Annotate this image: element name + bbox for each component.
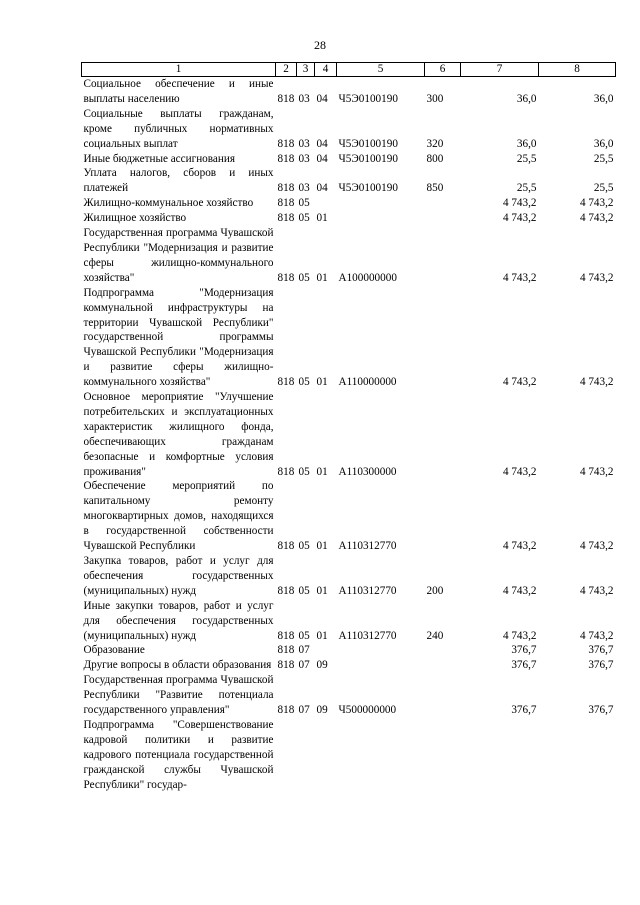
table-row — [82, 166, 616, 196]
table-row — [82, 658, 616, 673]
table-row — [82, 390, 616, 479]
table-row — [82, 554, 616, 599]
row-name-cell: Государственная программа Чувашской Республики "Модернизация и развитие сферы жилищно-коммунального хозяйства" — [83, 227, 274, 284]
row-gr-cell: 818 — [277, 92, 295, 105]
row-value-2-cell: 4 743,2 — [579, 376, 614, 389]
row-vr-cell: 320 — [426, 137, 444, 150]
row-pr-cell: 01 — [316, 212, 328, 225]
row-name-cell: Социальное обеспечение и иные выплаты населению — [83, 78, 274, 105]
row-name-cell: Жилищное хозяйство — [83, 212, 187, 225]
row-value-1-cell — [461, 718, 539, 793]
row-value-1-cell: 376,7 — [511, 659, 537, 672]
row-pr-cell: 01 — [316, 465, 328, 478]
row-pr-cell: 04 — [316, 182, 328, 195]
row-value-2-cell: 376,7 — [588, 644, 614, 657]
row-value-2-cell: 4 743,2 — [579, 212, 614, 225]
table-row — [82, 673, 616, 718]
row-value-2-cell: 25,5 — [593, 182, 614, 195]
row-name-cell: Иные закупки товаров, работ и услуг для обеспечения государственных (муниципальных) нужд — [83, 599, 274, 642]
header-col-5: 5 — [337, 63, 425, 77]
row-name-cell: Уплата налогов, сборов и иных платежей — [83, 167, 274, 195]
row-vr-cell — [425, 196, 461, 211]
row-gr-cell: 818 — [277, 704, 295, 717]
row-name-cell: Социальные выплаты гражданам, кроме публичных нормативных социальных выплат — [83, 107, 274, 150]
row-value-1-cell: 25,5 — [516, 182, 537, 195]
row-csr-cell: Ч5Э0100190 — [338, 137, 398, 150]
row-name-cell: Подпрограмма "Модернизация коммунальной инфраструктуры на территории Чувашской Республики" государственной программы Чувашской Республики "Модернизация и развитие сферы жилищно-коммунального хозяйства" — [83, 286, 274, 389]
row-value-2-cell: 4 743,2 — [579, 197, 614, 210]
table-row — [82, 286, 616, 390]
row-rz-cell: 03 — [298, 152, 310, 165]
row-rz-cell: 05 — [298, 465, 310, 478]
row-value-1-cell: 4 743,2 — [502, 197, 537, 210]
table-row — [82, 643, 616, 658]
row-csr-cell: Ч5Э0100190 — [338, 182, 398, 195]
table-row — [82, 599, 616, 644]
row-gr-cell: 818 — [277, 540, 295, 553]
row-name-cell: Другие вопросы в области образования — [83, 659, 272, 672]
row-name-cell: Иные бюджетные ассигнования — [83, 152, 235, 165]
row-gr-cell: 818 — [277, 271, 295, 284]
row-gr-cell: 818 — [277, 376, 295, 389]
row-csr-cell — [337, 718, 425, 793]
row-name-cell: Образование — [83, 644, 145, 657]
row-pr-cell: 04 — [316, 137, 328, 150]
table-row — [82, 718, 616, 793]
row-value-1-cell: 4 743,2 — [502, 629, 537, 642]
row-gr-cell: 818 — [277, 197, 295, 210]
row-csr-cell — [337, 658, 425, 673]
row-rz-cell: 05 — [298, 212, 310, 225]
row-vr-cell: 800 — [426, 152, 444, 165]
row-gr-cell: 818 — [277, 644, 295, 657]
row-rz-cell: 05 — [298, 376, 310, 389]
header-col-8: 8 — [539, 63, 616, 77]
row-rz-cell: 03 — [298, 182, 310, 195]
row-pr-cell — [315, 643, 337, 658]
row-value-1-cell: 4 743,2 — [502, 540, 537, 553]
row-pr-cell: 01 — [316, 629, 328, 642]
row-value-1-cell: 4 743,2 — [502, 584, 537, 597]
row-value-1-cell: 4 743,2 — [502, 465, 537, 478]
row-pr-cell: 04 — [316, 152, 328, 165]
header-col-7: 7 — [461, 63, 539, 77]
row-csr-cell: А110312770 — [338, 629, 397, 642]
row-name-cell: Подпрограмма "Совершенствование кадровой политики и развитие кадрового потенциала государственной гражданской службы Чувашской Республики" государ- — [83, 718, 274, 791]
row-csr-cell: Ч5Э0100190 — [338, 152, 398, 165]
header-row — [82, 63, 616, 77]
row-rz-cell: 05 — [298, 540, 310, 553]
row-pr-cell: 09 — [316, 659, 328, 672]
row-pr-cell: 04 — [316, 92, 328, 105]
row-vr-cell — [425, 479, 461, 554]
header-col-1: 1 — [82, 63, 276, 77]
row-vr-cell: 240 — [426, 629, 444, 642]
row-value-1-cell: 4 743,2 — [502, 212, 537, 225]
table-row — [82, 107, 616, 152]
row-gr-cell: 818 — [277, 659, 295, 672]
row-csr-cell: А110312770 — [338, 540, 397, 553]
row-value-2-cell: 4 743,2 — [579, 540, 614, 553]
row-pr-cell: 01 — [316, 540, 328, 553]
row-value-1-cell: 36,0 — [516, 137, 537, 150]
row-rz-cell: 05 — [298, 584, 310, 597]
row-vr-cell: 200 — [426, 584, 444, 597]
row-vr-cell — [425, 211, 461, 226]
row-value-2-cell: 36,0 — [593, 92, 614, 105]
row-value-2-cell: 4 743,2 — [579, 271, 614, 284]
row-csr-cell — [337, 211, 425, 226]
row-pr-cell — [315, 196, 337, 211]
table-body — [82, 77, 616, 793]
row-value-2-cell: 376,7 — [588, 659, 614, 672]
row-rz-cell: 05 — [298, 197, 310, 210]
row-pr-cell: 01 — [316, 376, 328, 389]
row-pr-cell — [315, 718, 337, 793]
table-row — [82, 77, 616, 107]
table-row — [82, 226, 616, 286]
row-gr-cell: 818 — [277, 152, 295, 165]
row-csr-cell: А110312770 — [338, 584, 397, 597]
table-row — [82, 479, 616, 554]
row-value-2-cell: 25,5 — [593, 152, 614, 165]
table-row — [82, 152, 616, 167]
row-csr-cell: А100000000 — [338, 271, 397, 284]
row-vr-cell — [425, 673, 461, 718]
row-csr-cell: А110000000 — [338, 376, 397, 389]
row-gr-cell: 818 — [277, 212, 295, 225]
row-csr-cell: Ч500000000 — [338, 704, 397, 717]
row-rz-cell: 07 — [298, 644, 310, 657]
row-value-1-cell: 36,0 — [516, 92, 537, 105]
row-rz-cell: 05 — [298, 629, 310, 642]
header-col-6: 6 — [425, 63, 461, 77]
row-gr-cell: 818 — [277, 182, 295, 195]
row-csr-cell — [337, 196, 425, 211]
row-vr-cell: 850 — [426, 182, 444, 195]
row-vr-cell — [425, 390, 461, 479]
row-vr-cell — [425, 658, 461, 673]
row-rz-cell: 07 — [298, 704, 310, 717]
table-row — [82, 196, 616, 211]
header-col-2: 2 — [276, 63, 297, 77]
row-name-cell: Основное мероприятие "Улучшение потребительских и эксплуатационных характеристик жилищного фонда, обеспечивающих гражданам безопасные и комфортные условия проживания" — [83, 391, 274, 478]
row-value-1-cell: 4 743,2 — [502, 376, 537, 389]
row-name-cell: Закупка товаров, работ и услуг для обеспечения государственных (муниципальных) нужд — [83, 555, 274, 597]
row-vr-cell — [425, 718, 461, 793]
row-value-1-cell: 25,5 — [516, 152, 537, 165]
row-vr-cell — [425, 226, 461, 286]
row-value-2-cell: 36,0 — [593, 137, 614, 150]
row-pr-cell: 09 — [316, 704, 328, 717]
row-vr-cell — [425, 286, 461, 390]
row-value-1-cell: 4 743,2 — [502, 271, 537, 284]
row-gr-cell — [276, 718, 297, 793]
row-csr-cell — [337, 643, 425, 658]
row-value-2-cell: 4 743,2 — [579, 629, 614, 642]
row-vr-cell — [425, 643, 461, 658]
row-value-2-cell: 4 743,2 — [579, 584, 614, 597]
row-gr-cell: 818 — [277, 137, 295, 150]
row-csr-cell: А110300000 — [338, 465, 397, 478]
row-pr-cell: 01 — [316, 271, 328, 284]
row-value-2-cell: 376,7 — [588, 704, 614, 717]
row-rz-cell: 03 — [298, 92, 310, 105]
header-col-3: 3 — [297, 63, 315, 77]
table-header — [82, 63, 616, 77]
row-name-cell: Государственная программа Чувашской Республики "Развитие потенциала государственного управления" — [83, 674, 274, 717]
row-value-2-cell: 4 743,2 — [579, 465, 614, 478]
row-gr-cell: 818 — [277, 465, 295, 478]
row-gr-cell: 818 — [277, 629, 295, 642]
page-number: 28 — [314, 38, 326, 52]
table-row — [82, 211, 616, 226]
row-gr-cell: 818 — [277, 584, 295, 597]
row-rz-cell: 05 — [298, 271, 310, 284]
row-name-cell: Жилищно-коммунальное хозяйство — [83, 197, 254, 210]
row-rz-cell: 07 — [298, 659, 310, 672]
budget-table — [81, 62, 616, 793]
row-value-2-cell — [539, 718, 616, 793]
row-name-cell: Обеспечение мероприятий по капитальному ремонту многоквартирных домов, находящихся в государственной собственности Чувашской Республики — [83, 480, 274, 553]
row-vr-cell: 300 — [426, 92, 444, 105]
row-rz-cell — [297, 718, 315, 793]
row-value-1-cell: 376,7 — [511, 644, 537, 657]
row-pr-cell: 01 — [316, 584, 328, 597]
row-csr-cell: Ч5Э0100190 — [338, 92, 398, 105]
row-rz-cell: 03 — [298, 137, 310, 150]
header-col-4: 4 — [315, 63, 337, 77]
row-value-1-cell: 376,7 — [511, 704, 537, 717]
